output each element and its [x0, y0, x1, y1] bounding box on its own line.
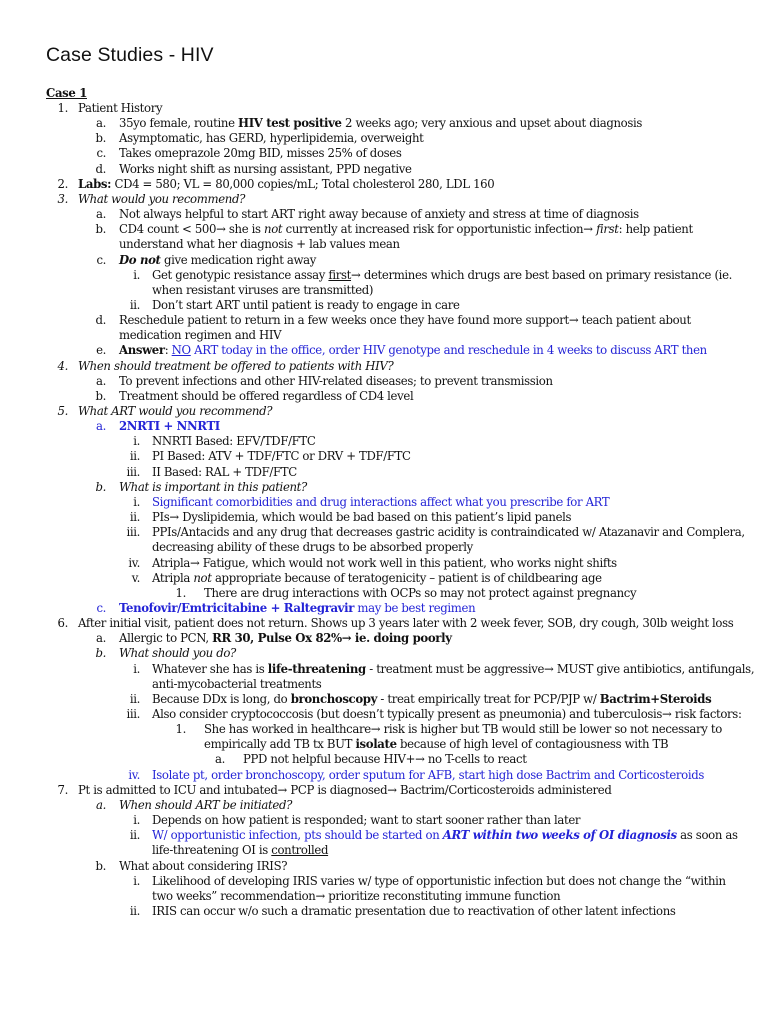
list-item-text: W/ opportunistic infection, pts should be started on ART within two weeks of OI diagnosis as soon as: [152, 828, 738, 843]
list-item-text: Takes omeprazole 20mg BID, misses 25% of doses: [119, 146, 402, 161]
list-item-text: When should treatment be offered to patients with HIV?: [78, 358, 394, 373]
list-item-text: Patient History: [78, 101, 163, 115]
list-item-text: PIs→ Dyslipidemia, which would be bad based on this patient’s lipid panels: [152, 510, 572, 525]
list-marker: iii.: [126, 525, 140, 540]
list-item-text: Also consider cryptococcosis (but doesn’t typically present as pneumonia) and tuberculosis→ risk factors:: [152, 707, 742, 721]
list-item-text: To prevent infections and other HIV-related diseases; to prevent transmission: [119, 373, 553, 388]
list-marker: i.: [133, 661, 140, 676]
case-heading: Case 1: [46, 86, 87, 100]
list-item-text: Whatever she has is life-threatening - treatment must be aggressive→ MUST give antibiotics, antifungals,: [152, 661, 755, 676]
document-title: Case Studies - HIV: [46, 44, 214, 66]
list-item-text: Do not give medication right away: [119, 252, 317, 267]
list-marker: b.: [95, 858, 106, 873]
list-marker: iv.: [128, 555, 140, 570]
list-item-text: 35yo female, routine HIV test positive 2 weeks ago; very anxious and upset about diagnosis: [119, 116, 643, 131]
list-item-text: CD4 count < 500→ she is not currently at increased risk for opportunistic infection→ first: help patient: [119, 222, 693, 237]
list-marker: b.: [95, 479, 106, 494]
list-marker: i.: [133, 813, 140, 828]
list-marker: c.: [96, 600, 106, 615]
list-item-text: IRIS can occur w/o such a dramatic presentation due to reactivation of other latent infections: [152, 903, 676, 918]
list-marker: a.: [96, 797, 106, 812]
list-item-text: Not always helpful to start ART right away because of anxiety and stress at time of diagnosis: [119, 207, 639, 222]
list-marker: b.: [95, 646, 106, 661]
list-marker: iv.: [128, 767, 140, 782]
list-item-text: Because DDx is long, do bronchoscopy - treat empirically treat for PCP/PJP w/ Bactrim+Steroids: [152, 691, 712, 706]
list-item-text: 2NRTI + NNRTI: [119, 419, 220, 434]
list-marker: b.: [95, 388, 106, 403]
list-item-text: Atripla→ Fatigue, which would not work well in this patient, who works night shifts: [152, 555, 617, 570]
list-item-text: Pt is admitted to ICU and intubated→ PCP is diagnosed→ Bactrim/Corticosteroids administered: [78, 782, 612, 797]
list-marker: iii.: [126, 707, 140, 721]
list-item-text: NNRTI Based: EFV/TDF/FTC: [152, 434, 316, 449]
list-marker: ii.: [129, 297, 140, 312]
list-marker: iii.: [126, 464, 140, 479]
list-marker: ii.: [129, 903, 140, 918]
list-item-text: Isolate pt, order bronchoscopy, order sputum for AFB, start high dose Bactrim and Corticosteroids: [152, 767, 704, 782]
list-item-text: Likelihood of developing IRIS varies w/ type of opportunistic infection but does not change the “within: [152, 873, 726, 888]
list-marker: a.: [215, 752, 225, 767]
list-marker: i.: [133, 873, 140, 888]
list-item-text: What is important in this patient?: [119, 479, 307, 494]
list-marker: 4.: [57, 358, 68, 373]
list-item-text: Answer: NO ART today in the office, order HIV genotype and reschedule in 4 weeks to discuss ART then: [119, 343, 707, 358]
list-item-text: What should you do?: [119, 646, 236, 661]
list-marker: 7.: [57, 782, 68, 797]
list-marker: c.: [96, 252, 106, 267]
list-item-text: Tenofovir/Emtricitabine + Raltegravir may be best regimen: [119, 600, 476, 615]
list-marker: a.: [96, 419, 106, 434]
list-marker: i.: [133, 434, 140, 449]
list-marker: v.: [131, 570, 140, 585]
list-marker: ii.: [129, 691, 140, 706]
list-item-text: Reschedule patient to return in a few weeks once they have found more support→ teach patient about: [119, 313, 691, 328]
list-item-text: PPIs/Antacids and any drug that decreases gastric acidity is contraindicated w/ Atazanavir and Complera,: [152, 525, 745, 540]
list-item-text: When should ART be initiated?: [119, 797, 292, 812]
list-item-text: life-threatening OI is controlled: [152, 843, 329, 858]
list-item-text: There are drug interactions with OCPs so may not protect against pregnancy: [204, 585, 637, 600]
list-item-text: What about considering IRIS?: [119, 858, 288, 873]
list-item-text: medication regimen and HIV: [119, 328, 282, 343]
list-item-text: Depends on how patient is responded; want to start sooner rather than later: [152, 813, 581, 828]
list-item-text: She has worked in healthcare→ risk is higher but TB would still be lower so not necessary to: [204, 722, 722, 737]
list-marker: 1.: [175, 722, 186, 737]
list-marker: 6.: [57, 616, 68, 631]
list-marker: 1.: [175, 585, 186, 600]
list-marker: ii.: [129, 828, 140, 843]
list-item-text: Treatment should be offered regardless of CD4 level: [119, 388, 414, 403]
list-item-text: PI Based: ATV + TDF/FTC or DRV + TDF/FTC: [152, 449, 411, 464]
list-marker: i.: [133, 267, 140, 282]
list-item-text: II Based: RAL + TDF/FTC: [152, 464, 297, 479]
list-item-text: anti-mycobacterial treatments: [152, 676, 322, 691]
list-marker: 2.: [57, 176, 68, 191]
list-marker: ii.: [129, 449, 140, 464]
list-marker: c.: [96, 146, 106, 161]
list-item-text: when resistant viruses are transmitted): [152, 282, 374, 297]
list-marker: d.: [95, 313, 106, 328]
list-item-text: empirically add TB tx BUT isolate because of high level of contagiousness with TB: [204, 737, 669, 752]
list-item-text: Allergic to PCN, RR 30, Pulse Ox 82%→ ie. doing poorly: [119, 631, 452, 646]
list-marker: e.: [96, 343, 106, 358]
list-item-text: Don’t start ART until patient is ready to engage in care: [152, 297, 460, 312]
list-marker: a.: [96, 116, 106, 131]
list-item-text: Significant comorbidities and drug interactions affect what you prescribe for ART: [152, 494, 610, 509]
list-item-text: What would you recommend?: [78, 191, 245, 206]
list-item-text: two weeks” recommendation→ prioritize reconstituting immune function: [152, 888, 561, 903]
list-item-text: understand what her diagnosis + lab values mean: [119, 237, 400, 252]
list-item-text: Asymptomatic, has GERD, hyperlipidemia, overweight: [119, 131, 424, 146]
list-item-text: Works night shift as nursing assistant, PPD negative: [119, 161, 412, 176]
list-marker: a.: [96, 373, 106, 388]
list-marker: i.: [133, 494, 140, 509]
list-item-text: What ART would you recommend?: [78, 404, 273, 418]
list-marker: 3.: [57, 191, 68, 206]
list-marker: a.: [96, 207, 106, 222]
list-marker: d.: [95, 161, 106, 176]
list-marker: a.: [96, 631, 106, 646]
list-marker: ii.: [129, 510, 140, 525]
list-item-text: decreasing ability of these drugs to be absorbed properly: [152, 540, 473, 555]
list-marker: 5.: [57, 404, 68, 418]
list-marker: 1.: [57, 101, 68, 115]
list-item-text: Labs: CD4 = 580; VL = 80,000 copies/mL; Total cholesterol 280, LDL 160: [78, 176, 495, 191]
list-item-text: After initial visit, patient does not return. Shows up 3 years later with 2 week fever, SOB, dry cough, 30lb weight loss: [78, 616, 734, 631]
list-item-text: Get genotypic resistance assay first→ determines which drugs are best based on primary resistance (ie.: [152, 267, 732, 282]
list-item-text: PPD not helpful because HIV+→ no T-cells to react: [243, 752, 527, 767]
list-marker: b.: [95, 131, 106, 146]
list-item-text: Atripla not appropriate because of teratogenicity – patient is of childbearing age: [152, 570, 602, 585]
list-marker: b.: [95, 222, 106, 237]
